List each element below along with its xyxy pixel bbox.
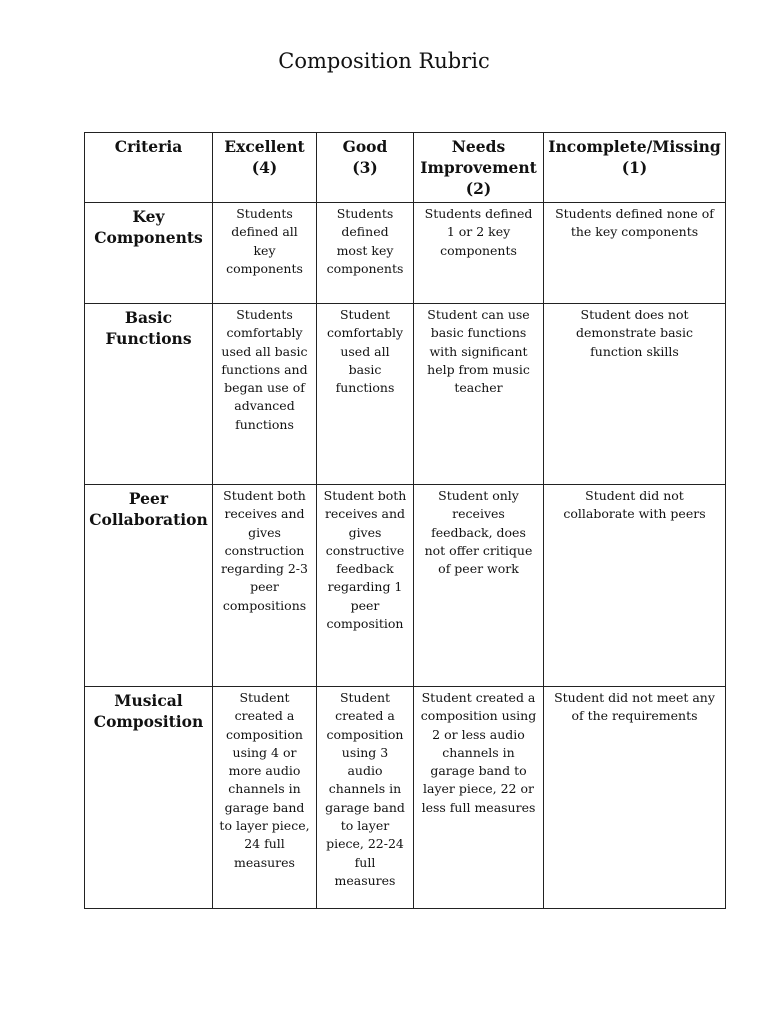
header-good — [317, 133, 414, 203]
cell-good: Student comfortably used all basic functions — [317, 304, 414, 485]
criterion-label-2: Composition — [93, 712, 204, 731]
table-row — [85, 485, 726, 687]
cell-incomplete: Students defined none of the key components — [544, 203, 726, 304]
header-incomplete-label: Incomplete/Missing — [548, 137, 721, 156]
header-criteria-label: Criteria — [114, 137, 183, 156]
criterion-label-1: Musical — [114, 691, 183, 710]
table-row — [85, 304, 726, 485]
cell-good: Student created a composition using 3 audio channels in garage band to layer piece, 22-24 full measures — [317, 687, 414, 909]
criterion-basic-functions — [85, 304, 213, 485]
header-row — [85, 133, 726, 203]
cell-excellent: Student both receives and gives construction regarding 2-3 peer compositions — [213, 485, 317, 687]
header-excellent-score: (4) — [251, 158, 278, 177]
criterion-musical-composition — [85, 687, 213, 909]
header-needs-improvement — [414, 133, 544, 203]
header-good-score: (3) — [352, 158, 378, 177]
header-excellent — [213, 133, 317, 203]
header-incomplete-score: (1) — [621, 158, 648, 177]
header-good-label: Good — [342, 137, 388, 156]
table-row — [85, 203, 726, 304]
cell-excellent: Student created a composition using 4 or more audio channels in garage band to layer piece, 24 full measures — [213, 687, 317, 909]
page-title: Composition Rubric — [278, 49, 490, 73]
table-row — [85, 687, 726, 909]
criterion-label-1: Basic — [124, 308, 173, 327]
criterion-label-1: Key — [132, 207, 165, 226]
cell-needs-improvement: Student created a composition using 2 or less audio channels in garage band to layer piece, 22 or less full measures — [414, 687, 544, 909]
cell-incomplete: Student did not meet any of the requirements — [544, 687, 726, 909]
criterion-label-2: Collaboration — [89, 510, 208, 529]
header-excellent-label: Excellent — [224, 137, 305, 156]
criterion-label-2: Components — [94, 228, 203, 247]
header-needs-score: (2) — [465, 179, 492, 198]
criterion-key-components — [85, 203, 213, 304]
criterion-label-1: Peer — [128, 489, 169, 508]
cell-needs-improvement: Students defined 1 or 2 key components — [414, 203, 544, 304]
criterion-label-2: Functions — [105, 329, 192, 348]
cell-excellent: Students comfortably used all basic functions and began use of advanced functions — [213, 304, 317, 485]
header-needs-label-2: Improvement — [420, 158, 537, 177]
criterion-peer-collaboration — [85, 485, 213, 687]
header-needs-label-1: Needs — [451, 137, 506, 156]
cell-excellent: Students defined all key components — [213, 203, 317, 304]
cell-needs-improvement: Student can use basic functions with significant help from music teacher — [414, 304, 544, 485]
header-criteria — [85, 133, 213, 203]
cell-incomplete: Student did not collaborate with peers — [544, 485, 726, 687]
cell-good: Students defined most key components — [317, 203, 414, 304]
rubric-table — [84, 132, 726, 909]
cell-needs-improvement: Student only receives feedback, does not offer critique of peer work — [414, 485, 544, 687]
cell-good: Student both receives and gives constructive feedback regarding 1 peer composition — [317, 485, 414, 687]
header-incomplete — [544, 133, 726, 203]
cell-incomplete: Student does not demonstrate basic function skills — [544, 304, 726, 485]
